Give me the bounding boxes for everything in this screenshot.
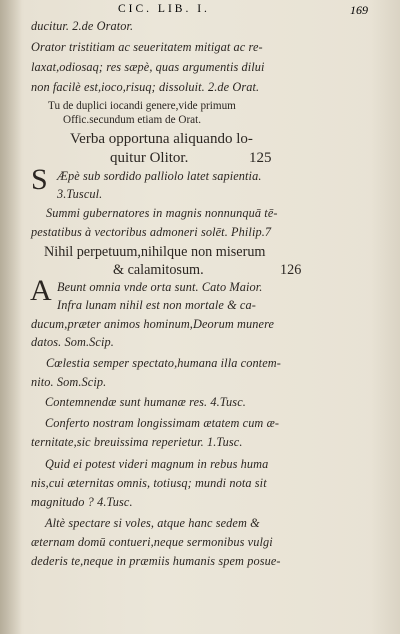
text-line: dederis te,neque in præmiis humanis spem posue- <box>31 554 281 568</box>
text-line: nis,cui æternitas omnis, totiusq; mundi nota sit <box>31 476 267 490</box>
running-title: CIC. LIB. I. <box>118 3 210 15</box>
text-line: datos. Som.Scip. <box>31 335 114 349</box>
text-line: Conferto nostram longissimam ætatem cum æ- <box>45 416 280 430</box>
text-line: Beunt omnia vnde orta sunt. Cato Maior. <box>57 280 263 294</box>
text-line: æternam domū contueri,neque sermonibus vulgi <box>31 535 273 549</box>
text-line: laxat,odiosaq; res sæpè, quas argumentis dilui <box>31 60 265 74</box>
text-line: ducitur. 2.de Orator. <box>31 19 134 33</box>
section-heading: Nihil perpetuum,nihilque non miserum <box>44 244 266 260</box>
text-line: Cœlestia semper spectato,humana illa contem- <box>46 356 281 370</box>
text-line: magnitudo ? 4.Tusc. <box>31 495 133 509</box>
text-line: ternitate,sic breuissima reperietur. 1.Tusc. <box>31 435 243 449</box>
section-heading <box>113 262 353 279</box>
running-header <box>38 3 368 19</box>
section-heading: Verba opportuna aliquando lo- <box>70 131 253 147</box>
text-line: ducum,præter animos hominum,Deorum munere <box>31 317 275 331</box>
text-line: Quid ei potest videri magnum in rebus huma <box>45 457 269 471</box>
drop-cap: S <box>31 163 48 196</box>
section-heading <box>110 150 350 167</box>
page-number: 169 <box>350 3 368 17</box>
text-line: Tu de duplici iocandi genere,vide primum <box>48 100 236 112</box>
gutter-shadow <box>0 0 22 634</box>
text-line: non facilè est,ioco,risuq; dissoluit. 2.de Orat. <box>31 80 260 94</box>
text-line: pestatibus à vectoribus admoneri solēt. Philip.7 <box>31 225 272 239</box>
text-line: Altè spectare si voles, atque hanc sedem & <box>45 516 260 530</box>
section-heading-text: & calamitosum. <box>113 262 204 278</box>
text-line: Æpè sub sordido palliolo latet sapientia. <box>57 169 262 183</box>
text-line: Infra lunam nihil est non mortale & ca- <box>57 298 256 312</box>
drop-cap: A <box>30 274 52 307</box>
text-line: Orator tristitiam ac seueritatem mitigat ac re- <box>31 40 263 54</box>
text-line: Offic.secundum etiam de Orat. <box>63 114 202 126</box>
text-line: nito. Som.Scip. <box>31 375 107 389</box>
section-number: 126 <box>280 262 302 278</box>
text-line: Contemnendæ sunt humanæ res. 4.Tusc. <box>45 395 246 409</box>
text-line: 3.Tuscul. <box>57 187 103 201</box>
text-line: Summi gubernatores in magnis nonnunquā tē- <box>46 206 278 220</box>
section-heading-text: quitur Olitor. <box>110 150 189 166</box>
page-edge-shadow <box>370 0 400 634</box>
section-number: 125 <box>249 150 272 166</box>
